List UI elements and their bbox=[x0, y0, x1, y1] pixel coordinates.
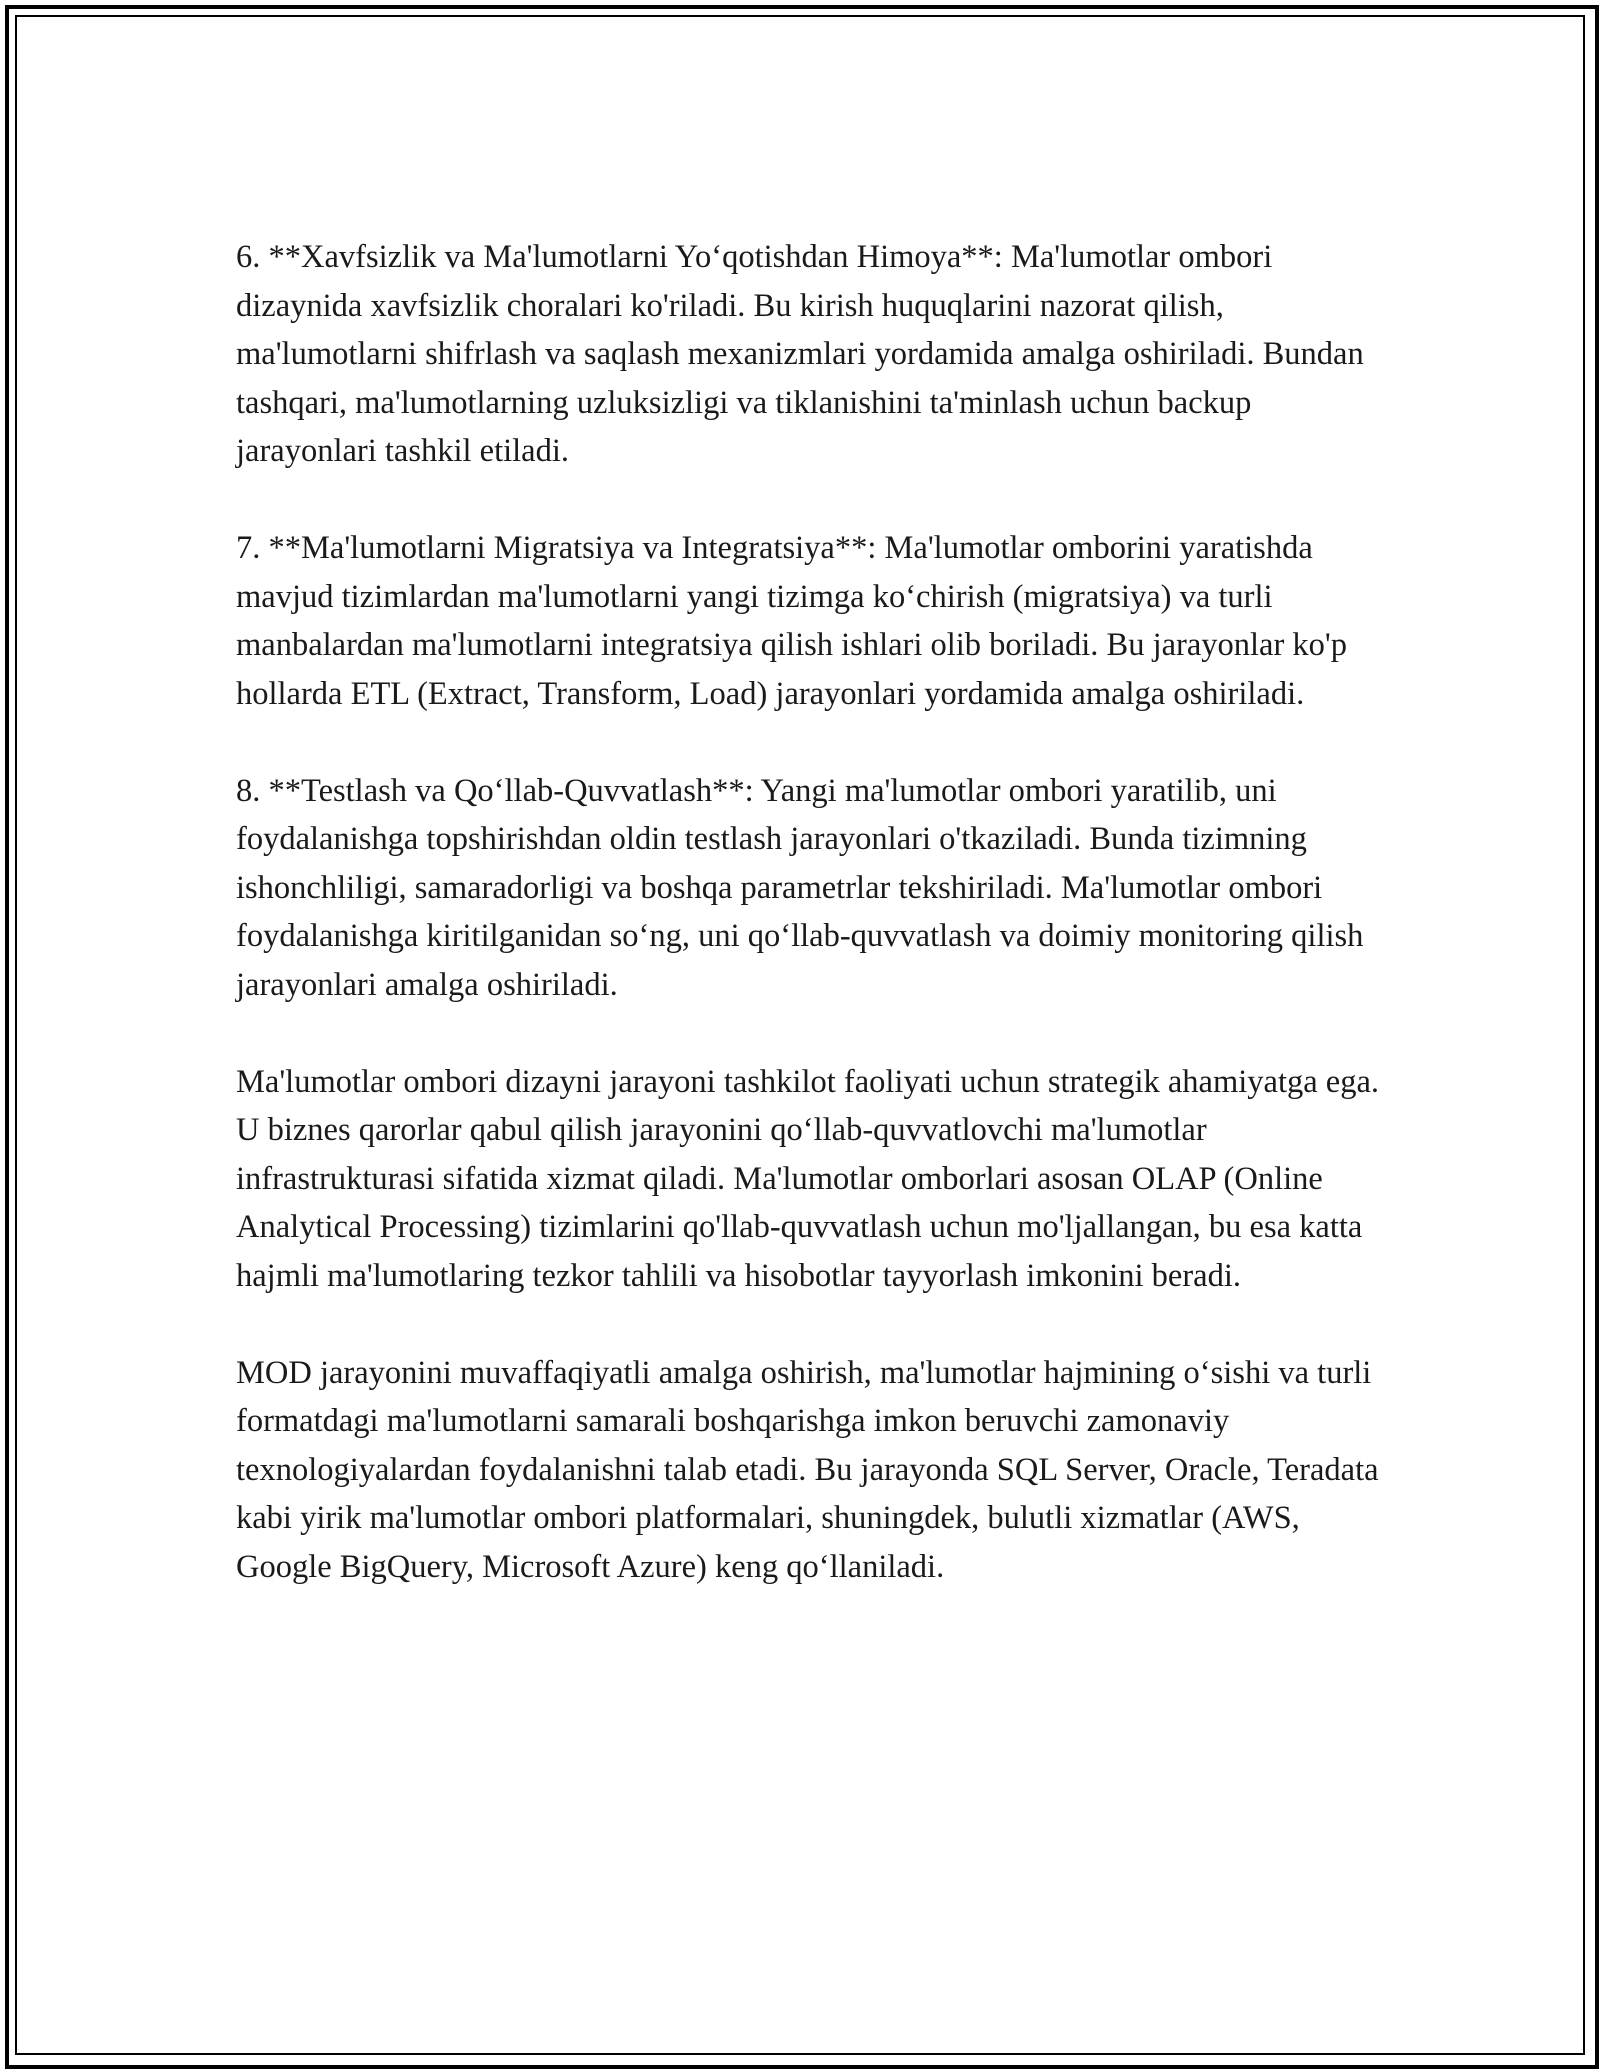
paragraph-migration: 7. **Ma'lumotlarni Migratsiya va Integratsiya**: Ma'lumotlar omborini yaratishda mavjud tizimlardan ma'lumotlarni yangi tizimga ko‘chirish (migratsiya) va turli manbalardan ma'lumotlarni integratsiya qilish ishlari olib boriladi. Bu jarayonlar ko'p hollarda ETL (Extract, Transform, Load) jarayonlari yordamida amalga oshiriladi. bbox=[236, 530, 1348, 712]
paragraph-security: 6. **Xavfsizlik va Ma'lumotlarni Yo‘qotishdan Himoya**: Ma'lumotlar ombori dizaynida xavfsizlik choralari ko'riladi. Bu kirish huquqlarini nazorat qilish, ma'lumotlarni shifrlash va saqlash mexanizmlari yordamida amalga oshiriladi. Bundan tashqari, ma'lumotlarning uzluksizligi va tiklanishini ta'minlash uchun backup jarayonlari tashkil etiladi. bbox=[236, 239, 1364, 469]
paragraph-technologies: MOD jarayonini muvaffaqiyatli amalga oshirish, ma'lumotlar hajmining o‘sishi va turli formatdagi ma'lumotlarni samarali boshqarishga imkon beruvchi zamonaviy texnologiyalardan foydalanishni talab etadi. Bu jarayonda SQL Server, Oracle, Teradata kabi yirik ma'lumotlar ombori platformalari, shuningdek, bulutli xizmatlar (AWS, Google BigQuery, Microsoft Azure) keng qo‘llaniladi. bbox=[236, 1354, 1379, 1585]
paragraph-testing: 8. **Testlash va Qo‘llab-Quvvatlash**: Yangi ma'lumotlar ombori yaratilib, uni foydalanishga topshirishdan oldin testlash jarayonlari o'tkaziladi. Bunda tizimning ishonchliligi, samaradorligi va boshqa parametrlar tekshiriladi. Ma'lumotlar ombori foydalanishga kiritilganidan so‘ng, uni qo‘llab-quvvatlash va doimiy monitoring qilish jarayonlari amalga oshiriladi. bbox=[236, 772, 1364, 1003]
document-body bbox=[236, 233, 1386, 1640]
paragraph-strategic-importance: Ma'lumotlar ombori dizayni jarayoni tashkilot faoliyati uchun strategik ahamiyatga ega. U biznes qarorlar qabul qilish jarayonini qo‘llab-quvvatlovchi ma'lumotlar infrastrukturasi sifatida xizmat qiladi. Ma'lumotlar omborlari asosan OLAP (Online Analytical Processing) tizimlarini qo'llab-quvvatlash uchun mo'ljallangan, bu esa katta hajmli ma'lumotlaring tezkor tahlili va hisobotlar tayyorlash imkonini beradi. bbox=[236, 1063, 1380, 1294]
